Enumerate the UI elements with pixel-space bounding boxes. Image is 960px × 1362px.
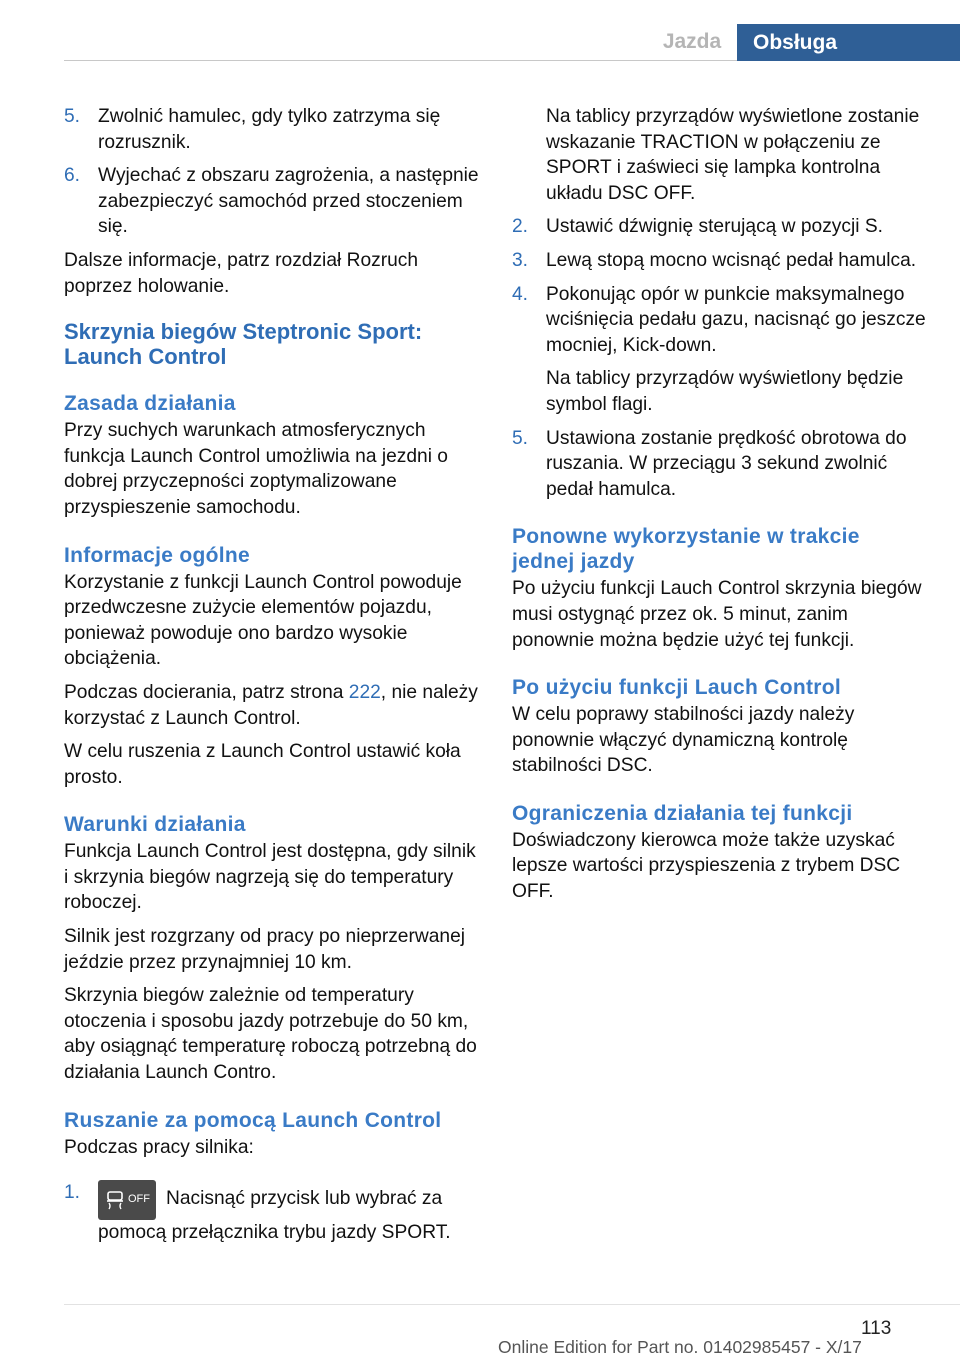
paragraph: Dalsze informacje, patrz rozdział Rozruch poprzez holowanie. (64, 249, 419, 297)
page-number: 113 (861, 1318, 892, 1339)
list-number: 5. (512, 427, 529, 449)
list-item (64, 163, 482, 240)
list-number: 5. (64, 106, 81, 127)
paragraph: W celu ruszenia z Launch Control ustawić koła prosto. (64, 741, 461, 788)
subsection-heading: Po użyciu funkcji Lauch Control (512, 676, 841, 700)
list-item (512, 426, 928, 503)
list-text: Wyjechać z obszaru zagrożenia, a następnie zabezpieczyć samochód przed stoczeniem się. (98, 165, 479, 238)
list-item (64, 104, 482, 155)
subsection-heading: Ponowne wykorzystanie w trakcie jednej jazdy (512, 525, 860, 574)
list-text-body: Nacisnąć przycisk lub wybrać za pomocą przełącznika trybu jazdy SPORT. (98, 1188, 451, 1244)
list-item (64, 1180, 482, 1246)
subsection-heading: Zasada działania (64, 392, 236, 416)
list-text: Zwolnić hamulec, gdy tylko zatrzyma się rozrusznik. (98, 106, 441, 153)
list-number: 2. (512, 216, 529, 238)
subsection-heading: Warunki działania (64, 813, 246, 837)
subsection-heading: Ograniczenia działania tej funkcji (512, 801, 853, 825)
right-column (512, 104, 928, 913)
paragraph-text: , nie należy korzystać z Launch Control. (64, 681, 478, 729)
list-number: 4. (512, 283, 529, 305)
paragraph: Korzystanie z funkcji Launch Control powoduje przedwczesne zużycie elementów pojazdu, ponieważ powoduje ono bardzo wysokie obciążenia. (64, 571, 462, 670)
paragraph (64, 680, 482, 731)
list-text: Lewą stopą mocno wcisnąć pedał hamulca. (546, 249, 917, 271)
list-text: Na tablicy przyrządów wyświetlone zostanie wskazanie TRACTION w połączeniu ze SPORT i zaświeci się lampka kontrolna układu DSC OFF. (546, 106, 920, 204)
subsection-heading: Ruszanie za pomocą Launch Control (64, 1108, 442, 1132)
subsection-heading: Informacje ogólne (64, 543, 250, 567)
off-label: OFF (128, 1193, 150, 1206)
section-heading: Skrzynia biegów Steptronic Sport: Launch Control (64, 319, 423, 370)
paragraph: Funkcja Launch Control jest dostępna, gdy silnik i skrzynia biegów nagrzeją się do temperatury roboczej. (64, 841, 476, 914)
list-number: 6. (64, 165, 81, 187)
paragraph: Przy suchych warunkach atmosferycznych funkcja Launch Control umożliwia na jezdni o dobrej przyczepności zoptymalizowane przyspieszenie samochodu. (64, 420, 448, 518)
paragraph: Skrzynia biegów zależnie od temperatury otoczenia i sposobu jazdy potrzebuje do 50 km, aby osiągnąć temperaturę roboczą potrzebną do działania Launch Contro. (64, 985, 477, 1084)
page-link[interactable]: 222 (348, 681, 381, 703)
list-text (98, 1180, 482, 1246)
list-text: Ustawiona zostanie prędkość obrotowa do ruszania. W przeciągu 3 sekund zwolnić pedał hamulca. (546, 427, 907, 500)
tab-jazda[interactable]: Jazda (662, 30, 722, 53)
list-number-spacer (512, 104, 546, 206)
list-text: Ustawić dźwignię sterującą w pozycji S. (546, 216, 883, 238)
list-text (546, 282, 928, 418)
paragraph: W celu poprawy stabilności jazdy należy ponownie włączyć dynamiczną kontrolę stabilności DSC. (512, 704, 855, 777)
dsc-off-button-icon (98, 1180, 156, 1220)
paragraph-text: Podczas docierania, patrz strona (64, 681, 349, 703)
paragraph: Podczas pracy silnika: (64, 1136, 254, 1158)
paragraph: Po użyciu funkcji Lauch Control skrzynia biegów musi ostygnąć przez ok. 5 minut, zanim ponownie można będzie użyć tej funkcji. (512, 578, 922, 651)
list-item (512, 214, 928, 240)
list-item (512, 248, 928, 274)
tab-obsluga[interactable]: Obsługa (737, 24, 960, 61)
list-item-continuation (512, 104, 928, 206)
list-number: 3. (512, 249, 529, 271)
car-skid-icon (104, 1190, 126, 1210)
list-number: 1. (64, 1182, 81, 1204)
list-text-note: Na tablicy przyrządów wyświetlony będzie symbol flagi. (546, 368, 904, 415)
list-text-body: Pokonując opór w punkcie maksymalnego wciśnięcia pedału gazu, nacisnąć go jeszcze mocniej, Kick-down. (546, 283, 926, 356)
footer-rule (64, 1304, 960, 1305)
list-item (512, 282, 928, 418)
paragraph: Silnik jest rozgrzany od pracy po nieprzerwanej jeździe przez przynajmniej 10 km. (64, 926, 465, 973)
left-column (64, 104, 482, 1254)
paragraph: Doświadczony kierowca może także uzyskać lepsze wartości przyspieszenia z trybem DSC OFF. (512, 829, 901, 903)
edition-note: Online Edition for Part no. 01402985457 - X/17 (498, 1337, 862, 1357)
